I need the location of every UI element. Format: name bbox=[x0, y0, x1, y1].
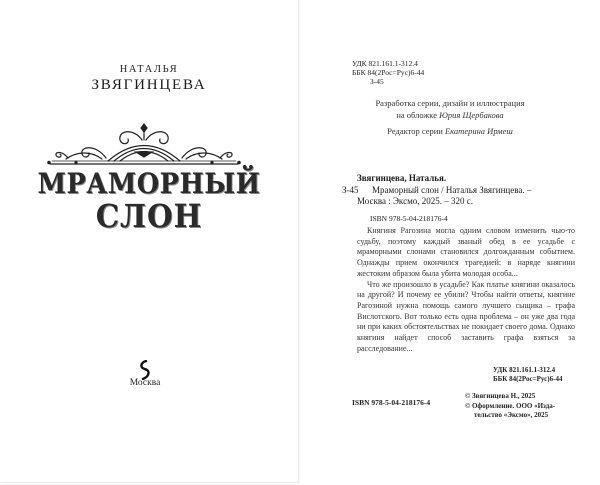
eksmo-logo-icon bbox=[136, 360, 154, 380]
classification-block-bottom bbox=[493, 366, 562, 384]
annotation bbox=[357, 226, 575, 354]
isbn: ISBN 978-5-04-218176-4 bbox=[352, 398, 431, 407]
bbk-code-bottom: ББК 84(2Рос=Рус)6-44 bbox=[493, 375, 563, 383]
biblio-author-mark: З-45 bbox=[342, 184, 359, 195]
copyright-design-cont: тельство «Эксмо», 2025 bbox=[474, 411, 549, 419]
ornament-icon bbox=[46, 122, 242, 168]
copyright-author: © Звягинцева Н., 2025 bbox=[465, 392, 536, 400]
udk-code-bottom: УДК 821.161.1-312.4 bbox=[493, 366, 556, 374]
bibliographic-record bbox=[342, 173, 592, 224]
author-last-name: ЗВЯГИНЦЕВА bbox=[91, 77, 207, 93]
design-credit-line2 bbox=[300, 109, 600, 121]
biblio-author: Звягинцева, Наталья. bbox=[357, 173, 447, 183]
classification-block-top bbox=[352, 59, 424, 86]
biblio-isbn: ISBN 978-5-04-218176-4 bbox=[370, 213, 448, 223]
editor-credit bbox=[300, 125, 600, 137]
biblio-publication: Москва : Эксмо, 2025. – 320 с. bbox=[357, 196, 474, 206]
biblio-title: Мраморный слон / Наталья Звягинцева. – bbox=[372, 184, 532, 195]
designer-name: Юрия Щербакова bbox=[439, 110, 504, 120]
annotation-paragraph: Что же произошло в усадьбе? Как платье княгини оказалось на другой? И почему ее убили? Чтобы найти ответы, княгине Рагозиной нужна помощь самого лучшего сыщика – графа Вислотского. Вот только есть одна проблема – он уже два года ни при каких обстоятельствах не покидает своего дома. Однако княгиня найдет способ заставить графа взяться за расследование... bbox=[357, 279, 575, 353]
annotation-paragraph: Княгиня Рагозина могла одним словом изменить чью-то судьбу, поэтому каждый званый обед в ее усадьбе с мраморными слонами становился долгожданным событием. Однажды прием окончился трагедией: в наряде княгини жестоким образом была убита молодая особа... bbox=[357, 226, 575, 278]
udk-code: УДК 821.161.1-312.4 bbox=[352, 59, 418, 68]
publisher-city: Москва bbox=[129, 378, 161, 388]
bbk-code: ББК 84(2Рос=Рус)6-44 bbox=[352, 68, 425, 77]
author-mark: З-45 bbox=[370, 77, 384, 86]
book-title-line1: МРАМОРНЫЙ bbox=[37, 167, 261, 200]
copyright-block bbox=[465, 392, 555, 421]
author-first-name: НАТАЛЬЯ bbox=[119, 64, 179, 75]
design-credit-prefix: на обложке bbox=[396, 110, 437, 120]
design-credit-line1: Разработка серии, дизайн и иллюстрация bbox=[375, 98, 525, 108]
credits-block bbox=[300, 97, 600, 137]
copyright-design: © Оформление. ООО «Изда- bbox=[465, 401, 556, 410]
title-page bbox=[0, 0, 299, 483]
editor-prefix: Редактор серии bbox=[387, 126, 443, 136]
editor-name: Екатерина Ирмеш bbox=[444, 126, 513, 136]
imprint-page bbox=[300, 0, 600, 485]
book-title-line2: СЛОН bbox=[95, 197, 203, 235]
